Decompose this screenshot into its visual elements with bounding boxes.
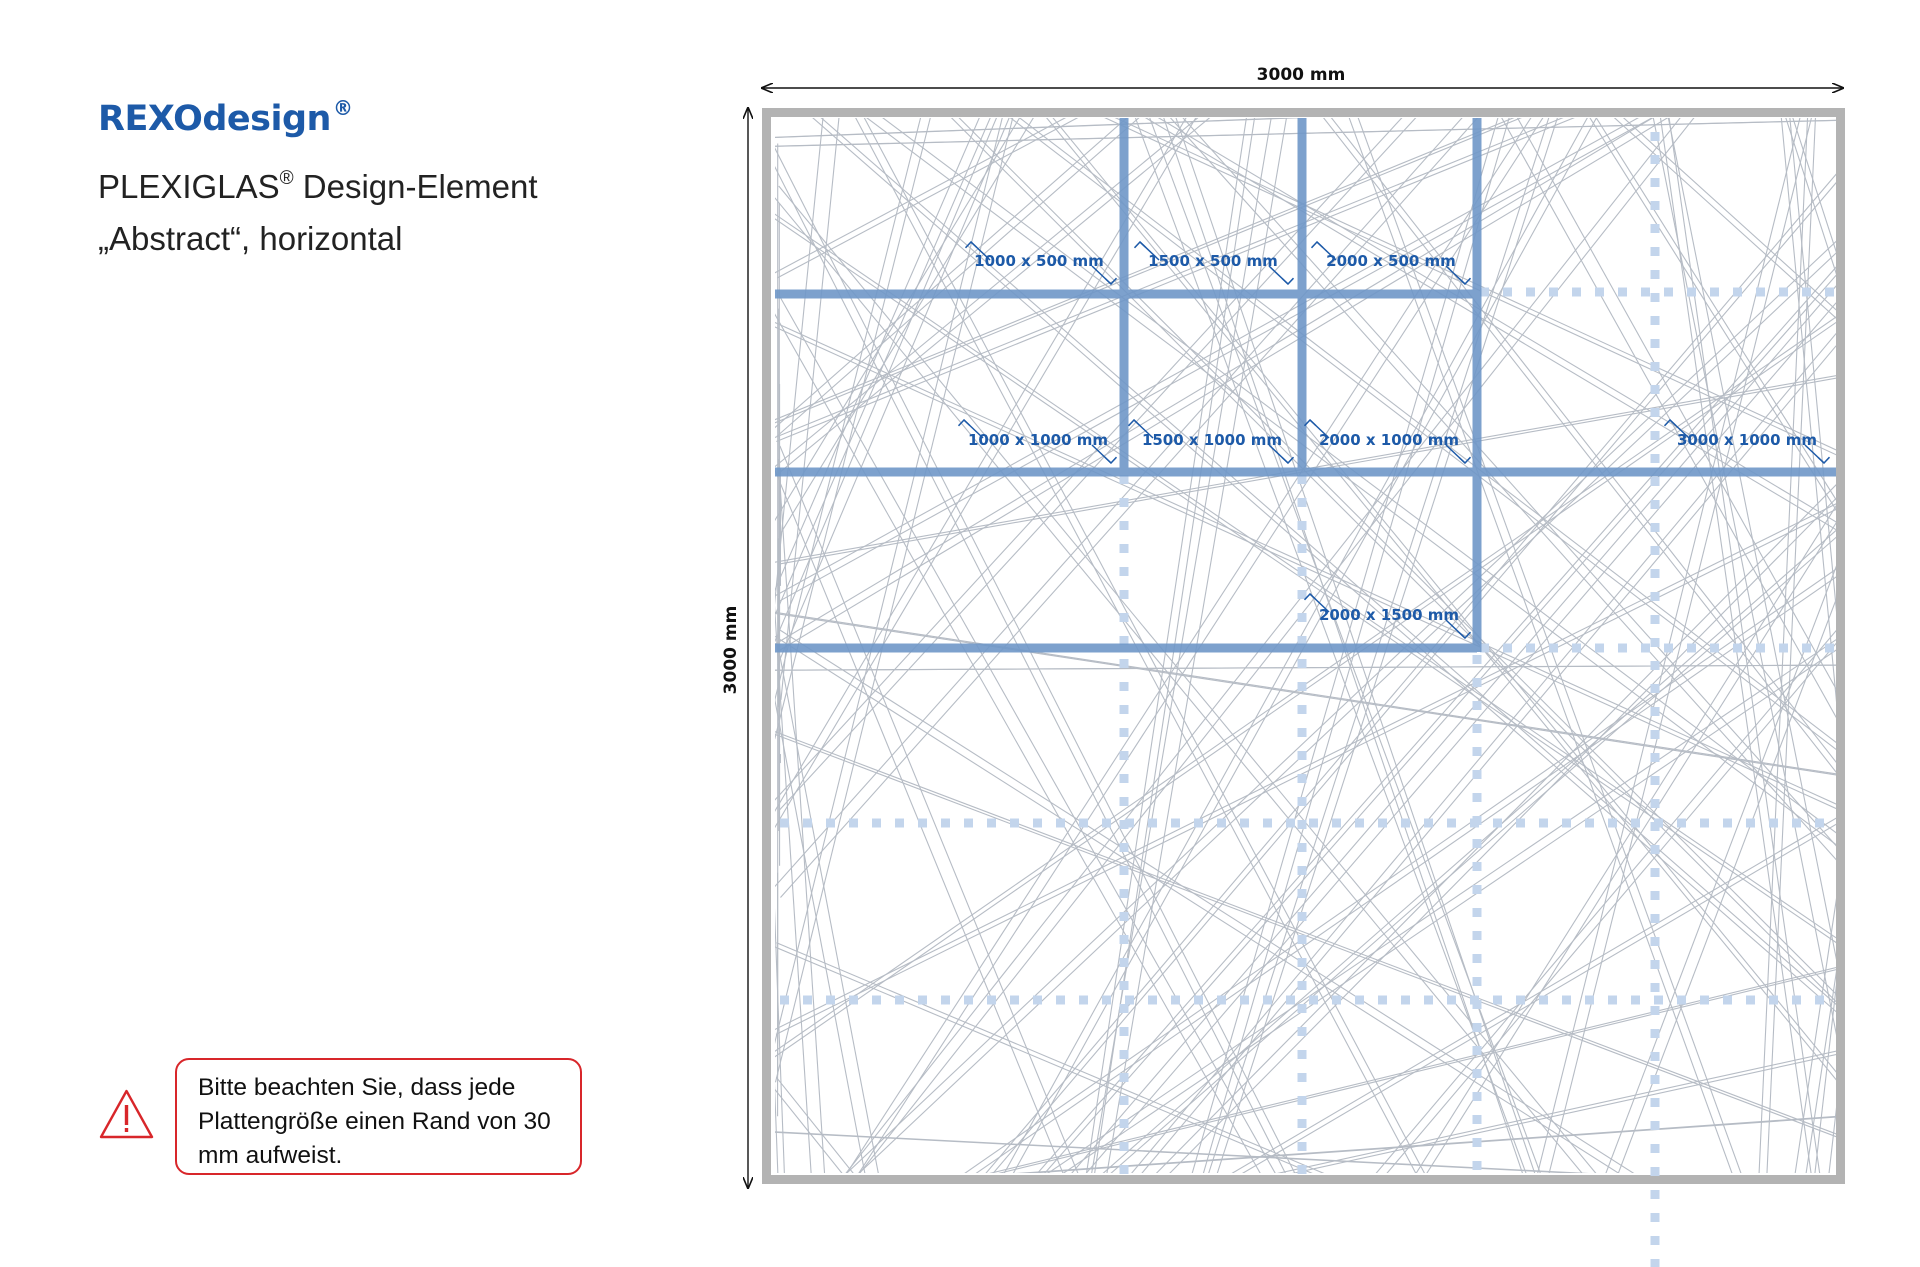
- brand-reg-mark: ®: [332, 96, 353, 120]
- panel-label-text: 3000 x 1000 mm: [1676, 431, 1818, 449]
- product-type: Design-Element: [293, 168, 538, 205]
- panel-label-text: 1000 x 1000 mm: [967, 431, 1109, 449]
- panel-label-text: 2000 x 500 mm: [1326, 252, 1456, 270]
- brand-name: REXOdesign: [98, 99, 331, 139]
- height-dimension-label: 3000 mm: [721, 605, 741, 695]
- product-material: PLEXIGLAS: [98, 168, 280, 205]
- product-variant: „Abstract“, horizontal: [98, 220, 403, 257]
- margin-note: Bitte beachten Sie, dass jede Plattengröße einen Rand von 30 mm aufweist.: [175, 1058, 582, 1175]
- panel-label-text: 2000 x 1500 mm: [1318, 606, 1460, 624]
- product-reg-mark: ®: [279, 168, 294, 189]
- panel-label-text: 1500 x 1000 mm: [1141, 431, 1283, 449]
- panel-label-text: 2000 x 1000 mm: [1318, 431, 1460, 449]
- width-dimension-label: 3000 mm: [1256, 65, 1346, 85]
- panel-label-text: 1500 x 500 mm: [1148, 252, 1278, 270]
- panel-label-text: 1000 x 500 mm: [974, 252, 1104, 270]
